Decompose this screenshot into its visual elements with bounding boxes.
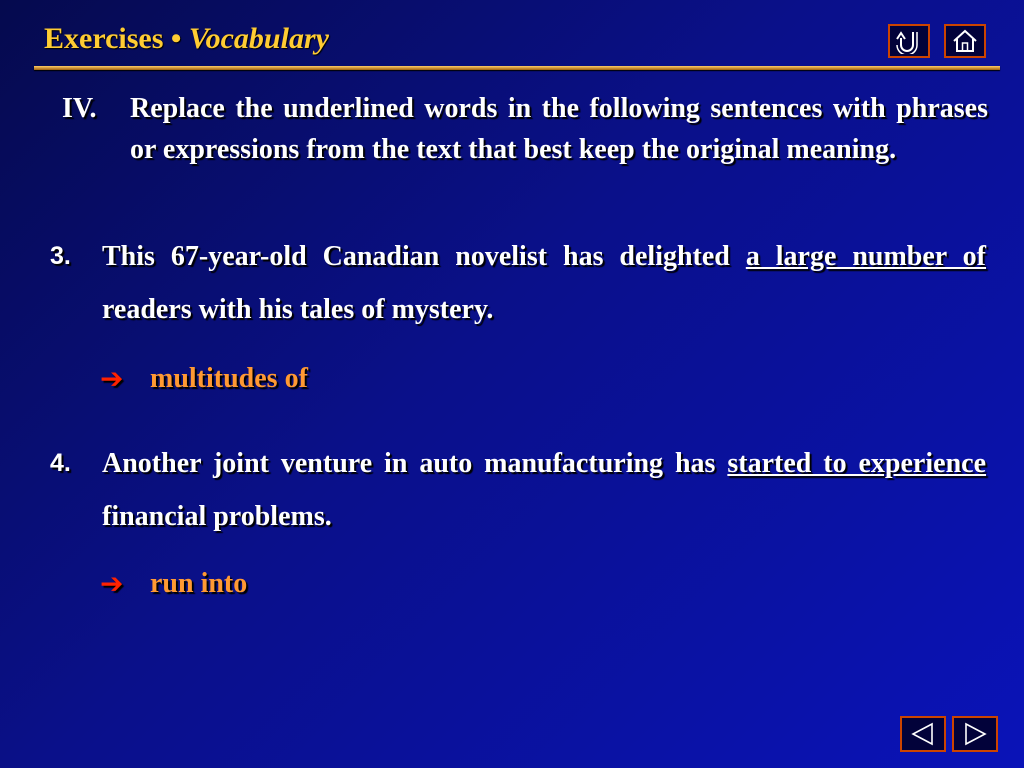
title-sub: Vocabulary (188, 22, 329, 55)
exercise-item (50, 230, 986, 336)
slide-title (44, 22, 329, 56)
home-icon (951, 28, 979, 54)
underlined-phrase: started to experience (727, 448, 986, 479)
title-divider (34, 66, 1000, 70)
underlined-phrase: a large number of (745, 241, 986, 272)
instruction-number: IV. (62, 93, 97, 124)
item-number: 4. (50, 449, 71, 477)
right-arrow-icon: ➔ (100, 567, 124, 600)
answer-line (100, 362, 308, 395)
sentence-after: financial problems. (102, 501, 332, 532)
back-button[interactable] (888, 24, 930, 58)
answer-line (100, 567, 247, 600)
answer-text: run into (150, 567, 248, 599)
instruction (62, 88, 988, 170)
title-main: Exercises • (44, 22, 182, 55)
return-arrow-icon (895, 28, 923, 54)
home-button[interactable] (944, 24, 986, 58)
item-sentence (102, 230, 986, 336)
sentence-before: This 67-year-old Canadian novelist has delighted (102, 241, 746, 272)
sentence-before: Another joint venture in auto manufacturing has (102, 448, 728, 479)
left-triangle-icon (909, 721, 937, 747)
right-triangle-icon (961, 721, 989, 747)
item-sentence (102, 437, 986, 543)
right-arrow-icon: ➔ (100, 362, 124, 395)
next-slide-button[interactable] (952, 716, 998, 752)
instruction-text: Replace the underlined words in the following sentences with phrases or expressions from the text that best keep the original meaning. (130, 93, 988, 165)
item-number: 3. (50, 242, 71, 270)
previous-slide-button[interactable] (900, 716, 946, 752)
exercise-item (50, 437, 986, 543)
sentence-after: readers with his tales of mystery. (102, 294, 494, 325)
answer-text: multitudes of (150, 362, 308, 394)
